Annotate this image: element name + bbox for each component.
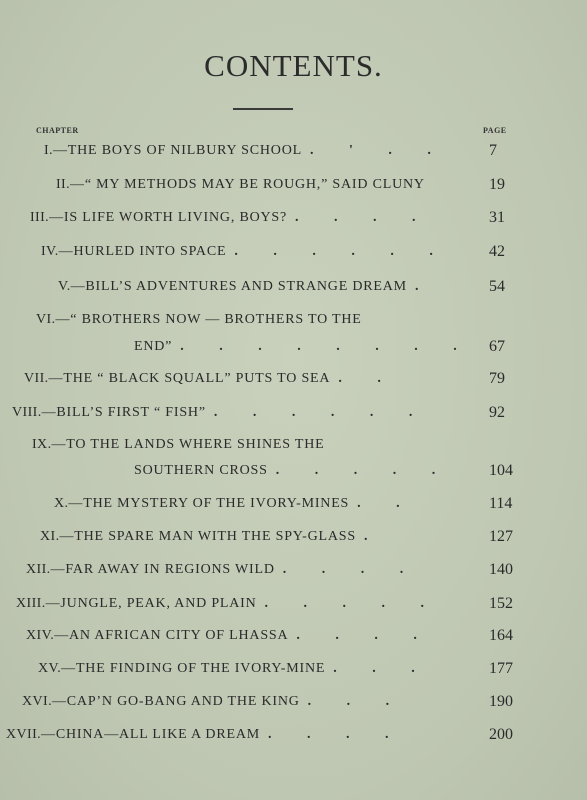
- chapter-dash: —: [48, 371, 64, 386]
- page-number: 19: [489, 176, 505, 193]
- leader-dots: . .: [338, 371, 397, 386]
- chapter-dash: —: [59, 529, 75, 544]
- chapter-title: AN AFRICAN CITY OF LHASSA: [69, 628, 289, 643]
- chapter-title: THE “ BLACK SQUALL” PUTS TO SEA: [63, 371, 331, 386]
- chapter-title: IS LIFE WORTH LIVING, BOYS?: [63, 210, 288, 225]
- chapter-title: BILL’S FIRST “ FISH”: [56, 405, 206, 420]
- page-number: 200: [489, 726, 513, 743]
- page-number: 140: [489, 561, 513, 578]
- page-title: CONTENTS.: [204, 48, 383, 83]
- page-number: 54: [489, 278, 505, 295]
- chapter-number: V.: [58, 279, 71, 294]
- page-number: 177: [489, 660, 513, 677]
- chapter-number: IV.: [41, 244, 59, 259]
- page-number: 164: [489, 627, 513, 644]
- page-number: 79: [489, 370, 505, 387]
- chapter-dash: —: [70, 177, 85, 192]
- leader-dots: . . .: [307, 694, 406, 709]
- chapter-number: VI.: [36, 312, 56, 327]
- leader-dots: . . . . .: [275, 463, 452, 478]
- leader-dots: . . . . .: [264, 596, 441, 611]
- chapter-number: X.: [54, 496, 69, 511]
- leader-dots: . . . .: [268, 727, 405, 742]
- chapter-title: “ BROTHERS NOW — BROTHERS TO THE: [70, 312, 362, 327]
- chapter-title: TO THE LANDS WHERE SHINES THE: [66, 437, 325, 452]
- leader-dots: . . . .: [296, 628, 433, 643]
- leader-dots: . . . . . .: [213, 405, 429, 420]
- chapter-title: CAP’N GO-BANG AND THE KING: [66, 694, 300, 709]
- chapter-number: XI.: [40, 529, 60, 544]
- page-number: 190: [489, 693, 513, 710]
- chapter-number: XIII.: [16, 596, 46, 611]
- chapter-title: THE SPARE MAN WITH THE SPY-GLASS: [74, 529, 356, 544]
- chapter-title-continued: END”: [134, 339, 173, 354]
- leader-dots: . . . . . .: [234, 244, 449, 259]
- chapter-title: CHINA—ALL LIKE A DREAM: [55, 727, 260, 742]
- chapter-title: THE MYSTERY OF THE IVORY-MINES: [83, 496, 350, 511]
- chapter-number: XII.: [26, 562, 51, 577]
- page-number: 67: [489, 338, 505, 355]
- chapter-number: XVII.: [6, 727, 42, 742]
- chapter-number: III.: [30, 210, 50, 225]
- chapter-dash: —: [51, 694, 67, 709]
- chapter-title: THE BOYS OF NILBURY SCHOOL: [67, 143, 302, 158]
- chapter-dash: —: [41, 405, 57, 420]
- chapter-number: II.: [56, 177, 71, 192]
- chapter-number: IX.: [32, 437, 52, 452]
- chapter-number: I.: [44, 143, 53, 158]
- leader-dots: . . . . . . . .: [180, 339, 473, 354]
- title-rule: [233, 108, 293, 110]
- leader-dots: . . .: [333, 661, 431, 676]
- page-number: 152: [489, 595, 513, 612]
- chapter-dash: —: [55, 312, 71, 327]
- chapter-dash: —: [70, 279, 86, 294]
- chapter-dash: —: [50, 562, 66, 577]
- chapter-title: “ MY METHODS MAY BE ROUGH,” SAID CLUNY: [84, 177, 425, 192]
- leader-dots: . ' . .: [309, 143, 447, 158]
- chapter-dash: —: [68, 496, 84, 511]
- chapter-dash: —: [61, 661, 76, 676]
- leader-dots: .: [363, 529, 384, 544]
- chapter-title: FAR AWAY IN REGIONS WILD: [65, 562, 275, 577]
- leader-dots: . .: [357, 496, 416, 511]
- chapter-dash: —: [58, 244, 74, 259]
- chapter-number: XIV.: [26, 628, 55, 643]
- chapter-dash: —: [54, 628, 69, 643]
- chapter-title-continued: SOUTHERN CROSS: [134, 463, 268, 478]
- leader-dots: . . . .: [295, 210, 432, 225]
- chapter-header: CHAPTER: [36, 126, 79, 135]
- page-number: 31: [489, 209, 505, 226]
- chapter-dash: —: [41, 727, 56, 742]
- leader-dots: . . . .: [282, 562, 420, 577]
- leader-dots: .: [414, 279, 435, 294]
- chapter-title: THE FINDING OF THE IVORY-MINE: [75, 661, 326, 676]
- chapter-dash: —: [45, 596, 61, 611]
- chapter-dash: —: [52, 143, 68, 158]
- page-header: PAGE: [483, 126, 507, 135]
- chapter-dash: —: [51, 437, 67, 452]
- chapter-title: BILL’S ADVENTURES AND STRANGE DREAM: [85, 279, 407, 294]
- page-number: 127: [489, 528, 513, 545]
- page-number: 92: [489, 404, 505, 421]
- chapter-number: XVI.: [22, 694, 52, 709]
- page-number: 42: [489, 243, 505, 260]
- chapter-number: VII.: [24, 371, 49, 386]
- page-number: 114: [489, 495, 513, 512]
- chapter-dash: —: [49, 210, 64, 225]
- page-number: 104: [489, 462, 513, 479]
- chapter-number: XV.: [38, 661, 62, 676]
- chapter-title: HURLED INTO SPACE: [73, 244, 227, 259]
- chapter-number: VIII.: [12, 405, 42, 420]
- chapter-title: JUNGLE, PEAK, AND PLAIN: [60, 596, 257, 611]
- page-number: 7: [489, 142, 497, 159]
